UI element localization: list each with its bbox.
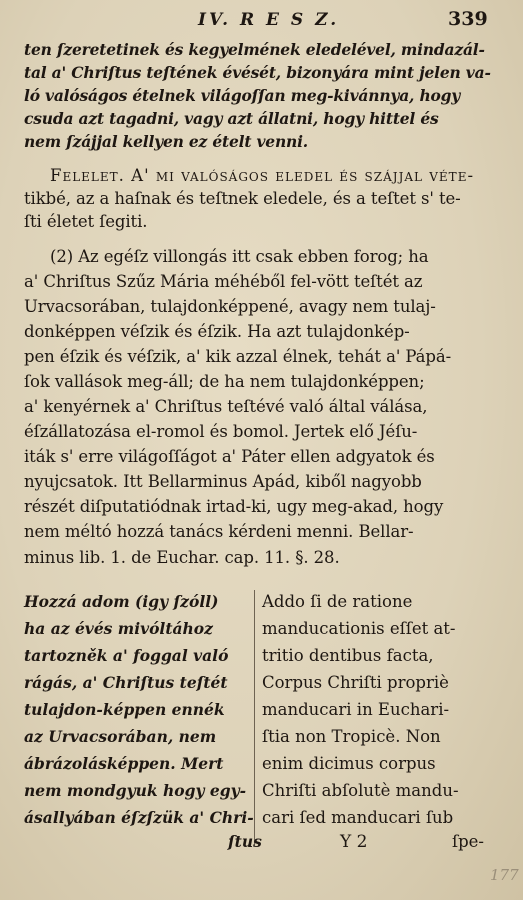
paragraph-line: ſok vallások meg-áll; de ha nem tulajdonképpen;: [24, 372, 425, 391]
left-column-line: tartozněk a' foggal való: [24, 646, 229, 665]
paragraph-line: éſzállatozása el-romol és bomol. Jertek elő Jéſu-: [24, 422, 418, 441]
intro-line: csuda azt tagadni, vagy azt állatni, hogy hittel és: [24, 109, 439, 128]
right-column-line: manducari in Euchari-: [262, 700, 450, 719]
right-column-line: Corpus Chriſti propriè: [262, 673, 449, 692]
right-column-line: enim dicimus corpus: [262, 754, 436, 773]
corner-pencil-mark: 177: [490, 866, 519, 884]
catchword-left: ſtus: [228, 832, 262, 851]
answer-line: Felelet. A' mi valóságos eledel és ſzájjal véte-: [50, 166, 475, 185]
left-column-line: ha az évés mivóltához: [24, 619, 213, 638]
page-number: 339: [448, 8, 488, 30]
intro-line: ten ſzeretetinek és kegyelmének eledelével, mindazál-: [24, 40, 485, 59]
right-column-line: ſtia non Tropicè. Non: [262, 727, 441, 746]
paragraph-line: a' Chriſtus Szűz Mária méhéből fel-vött teſtét az: [24, 272, 423, 291]
left-column-line: nem mondgyuk hogy egy-: [24, 781, 247, 800]
left-column-line: Hozzá adom (igy ſzóll): [24, 592, 219, 611]
left-column-line: ábrázolásképpen. Mert: [24, 754, 224, 773]
paragraph-line: részét diſputatiódnak irtad-ki, ugy meg-akad, hogy: [24, 497, 444, 516]
paragraph-line: a' kenyérnek a' Chriſtus teſtévé való által válása,: [24, 397, 428, 416]
answer-line: tikbé, az a haſnak és teſtnek eledele, és a teſtet s' te-: [24, 189, 461, 208]
paragraph-line: iták s' erre világoſſágot a' Páter ellen adgyatok és: [24, 447, 435, 466]
left-column-line: ásallyában éſzſzük a' Chri-: [24, 808, 254, 827]
left-column-line: tulajdon-képpen ennék: [24, 700, 225, 719]
paragraph-line: Urvacsorában, tulajdonképpené, avagy nem tulaj-: [24, 297, 436, 316]
paragraph-line: (2) Az egéſz villongás itt csak ebben forog; ha: [50, 247, 429, 266]
right-column-line: Chriſti abſolutè mandu-: [262, 781, 459, 800]
right-column-line: manducationis eſſet at-: [262, 619, 456, 638]
paragraph-line: nyujcsatok. Itt Bellarminus Apád, kiből nagyobb: [24, 472, 422, 491]
intro-line: ló valóságos ételnek világoſſan meg-kivánnya, hogy: [24, 86, 461, 105]
answer-line: ſti életet ſegiti.: [24, 212, 148, 231]
paragraph-line: donképpen véſzik és éſzik. Ha azt tulajdonkép-: [24, 322, 410, 341]
left-column-line: az Urvacsorában, nem: [24, 727, 217, 746]
right-column-line: cari ſed manducari ſub: [262, 808, 454, 827]
left-column-line: rágás, a' Chriſtus teſtét: [24, 673, 228, 692]
chapter-title: IV. R E S Z.: [198, 10, 340, 30]
paragraph-line: pen éſzik és véſzik, a' kik azzal élnek, tehát a' Pápá-: [24, 347, 452, 366]
running-head: [0, 8, 523, 34]
paragraph-line: minus lib. 1. de Euchar. cap. 11. §. 28.: [24, 548, 340, 567]
intro-line: tal a' Chriſtus teſtének évését, bizonyára mint jelen va-: [24, 63, 491, 82]
paragraph-line: nem méltó hozzá tanács kérdeni menni. Bellar-: [24, 522, 414, 541]
catchword-right: ſpe-: [452, 832, 485, 851]
intro-line: nem ſzájjal kellyen ez ételt venni.: [24, 132, 308, 151]
signature-mark: Y 2: [340, 832, 368, 852]
column-divider: [254, 590, 255, 845]
right-column-line: tritio dentibus facta,: [262, 646, 434, 665]
right-column-line: Addo ſi de ratione: [262, 592, 413, 611]
